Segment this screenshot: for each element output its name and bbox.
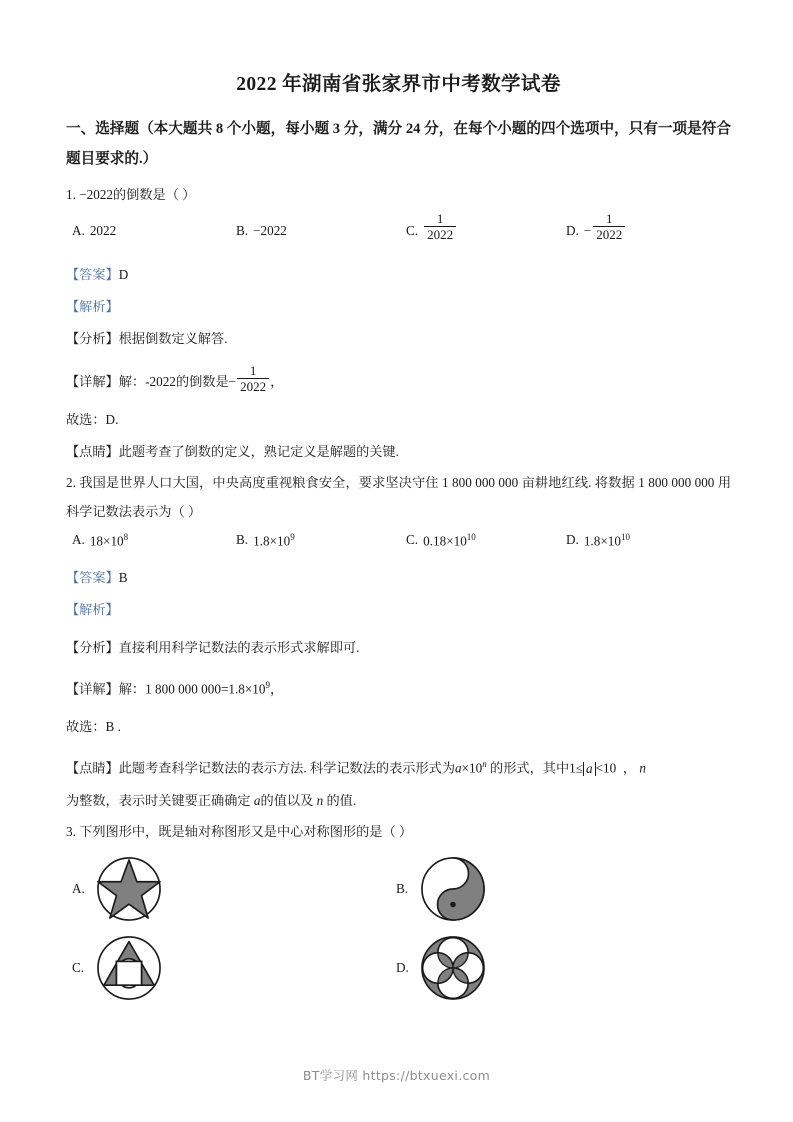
- option-value: $1.8\times 10^{10}$: [583, 532, 630, 549]
- question-2-dianjing: [66, 750, 731, 782]
- option-label: D.: [396, 959, 409, 975]
- question-2-option-b[interactable]: [236, 530, 295, 549]
- option-value: $0.18\times 10^{10}$: [423, 532, 476, 549]
- question-1-dianjing: 【点睛】此题考查了倒数的定义，熟记定义是解题的关键.: [66, 444, 399, 459]
- xiangjie-prefix: 【详解】解：1 800 000 000: [66, 681, 221, 697]
- analysis-tag: 【解析】: [66, 602, 119, 617]
- option-label: A.: [72, 223, 85, 238]
- fraction-denominator: 2022: [596, 227, 623, 242]
- analysis-tag: 【解析】: [66, 299, 119, 314]
- dianjing-part4: 为整数，表示时关键要正确确定: [66, 792, 251, 808]
- section-heading: 一、选择题（本大题共 8 个小题，每小题 3 分，满分 24 分，在每个小题的四个选项中，只有一项是符合题目要求的.）: [66, 121, 731, 167]
- question-3-option-c[interactable]: [72, 935, 162, 1001]
- question-1-stem: [66, 180, 731, 209]
- dianjing-part6: 的值.: [326, 792, 357, 808]
- question-1-guxuan: 故选：D.: [66, 412, 119, 427]
- option-label: C.: [406, 532, 419, 547]
- option-label: B.: [236, 532, 249, 547]
- dianjing-variable-n: n: [639, 760, 646, 776]
- page-title: 2022 年湖南省张家界市中考数学试卷: [236, 74, 561, 95]
- fraction: [237, 363, 269, 395]
- option-value: $18\times 10^8$: [89, 532, 129, 549]
- dianjing-variable-a2: a: [253, 792, 261, 808]
- xiangjie-sign: −: [228, 373, 237, 389]
- exponent: 10: [466, 532, 476, 542]
- question-1-options: [66, 213, 731, 257]
- fraction: [593, 211, 625, 243]
- fraction-numerator: 1: [606, 211, 613, 226]
- option-label: C.: [72, 959, 85, 975]
- xiangjie-suffix: ，: [270, 373, 284, 389]
- question-1-option-a[interactable]: [72, 213, 116, 239]
- question-2-guxuan: 故选：B .: [66, 719, 121, 735]
- option-label: C.: [406, 223, 419, 238]
- question-1-option-b[interactable]: [236, 213, 287, 239]
- question-3-option-d[interactable]: [396, 935, 486, 1001]
- question-2-number: 2.: [66, 475, 76, 490]
- question-2-dianjing-cont: [66, 786, 731, 815]
- option-label: A.: [72, 880, 85, 896]
- question-2-text: 我国是世界人口大国，中央高度重视粮食安全，要求坚决守住 1 800 000 000 亩耕地红线. 将数据 1 800 000 000 用科学记数法表示为（ ）: [66, 475, 732, 519]
- option-value: $1.8\times 10^9$: [253, 532, 295, 549]
- answer-value: B: [118, 570, 128, 585]
- dianjing-variable-a: a: [455, 760, 462, 776]
- question-3-number: 3.: [66, 823, 76, 839]
- answer-tag: 【答案】: [66, 570, 119, 585]
- question-1-option-d[interactable]: [566, 213, 626, 245]
- option-label: D.: [566, 223, 579, 238]
- dianjing-part1: 【点睛】此题考查科学记数法的表示方法. 科学记数法的表示形式为: [66, 760, 456, 776]
- xiangjie-prefix: 【详解】解：-2022的倒数是: [66, 373, 229, 389]
- dianjing-times-ten: ×10: [461, 760, 483, 776]
- absolute-value-a: a: [583, 762, 596, 776]
- exponent: 8: [123, 532, 129, 542]
- question-3-option-b[interactable]: [396, 856, 486, 922]
- question-2-analysis-tag-line: [66, 595, 731, 624]
- question-1-analysis-tag-line: [66, 292, 731, 321]
- question-2-stem: [66, 468, 731, 526]
- option-label: B.: [396, 880, 409, 896]
- question-3-stem: [66, 817, 731, 846]
- star-in-circle-figure: [96, 856, 162, 922]
- exponent-n: n: [482, 759, 487, 770]
- negative-sign: −: [583, 223, 592, 238]
- fraction-denominator: 2022: [240, 379, 267, 394]
- question-1-number: 1.: [66, 187, 76, 202]
- question-1-fenxi: 【分析】根据倒数定义解答.: [66, 331, 228, 346]
- question-3-figure-options: [66, 856, 731, 1016]
- question-2-fenxi: 【分析】直接利用科学记数法的表示形式求解即可.: [66, 640, 360, 655]
- dianjing-part3: ，: [622, 760, 637, 776]
- question-2-options: [66, 530, 731, 560]
- dianjing-ineq-left: 1≤: [569, 760, 584, 776]
- fraction: [424, 211, 456, 243]
- exponent: 9: [265, 680, 270, 690]
- question-3-option-a[interactable]: [72, 856, 162, 922]
- option-label: D.: [566, 532, 579, 547]
- question-2-xiangjie: [66, 671, 731, 703]
- xiangjie-suffix: ，: [270, 681, 284, 697]
- question-1-xiangjie: [66, 365, 731, 397]
- taiji-yin-yang-figure: [420, 856, 486, 922]
- question-3-text: 下列图形中，既是轴对称图形又是中心对称图形的是（ ）: [79, 823, 413, 839]
- fraction-denominator: 2022: [427, 227, 454, 242]
- question-2-answer-line: [66, 563, 731, 592]
- xiangjie-equation: =1.8×10: [220, 681, 266, 697]
- watermark: BT学习网 https://btxuexi.com: [302, 1068, 491, 1083]
- dianjing-ineq-right: <10: [595, 760, 617, 776]
- question-1-answer-line: [66, 260, 731, 289]
- question-2-option-d[interactable]: [566, 530, 630, 549]
- answer-tag: 【答案】: [66, 267, 119, 282]
- dianjing-part2: 的形式，其中: [490, 760, 570, 776]
- exponent: 10: [620, 532, 630, 542]
- answer-value: D: [118, 267, 129, 282]
- question-2-option-a[interactable]: [72, 530, 128, 549]
- option-value: −2022: [253, 223, 287, 238]
- four-petal-flower-in-circle-figure: [420, 935, 486, 1001]
- question-1-text: −2022的倒数是（ ）: [79, 187, 196, 202]
- dianjing-part5: 的值以及: [260, 792, 314, 808]
- option-label: B.: [236, 223, 249, 238]
- triangle-square-in-circle-figure: [96, 935, 162, 1001]
- exponent: 9: [290, 532, 295, 542]
- question-1-option-c[interactable]: [406, 213, 457, 245]
- question-2-option-c[interactable]: [406, 530, 476, 549]
- fraction-numerator: 1: [249, 363, 257, 378]
- fraction-numerator: 1: [436, 211, 444, 226]
- option-label: A.: [72, 532, 85, 547]
- dianjing-variable-n2: n: [316, 792, 324, 808]
- option-value: 2022: [89, 223, 117, 238]
